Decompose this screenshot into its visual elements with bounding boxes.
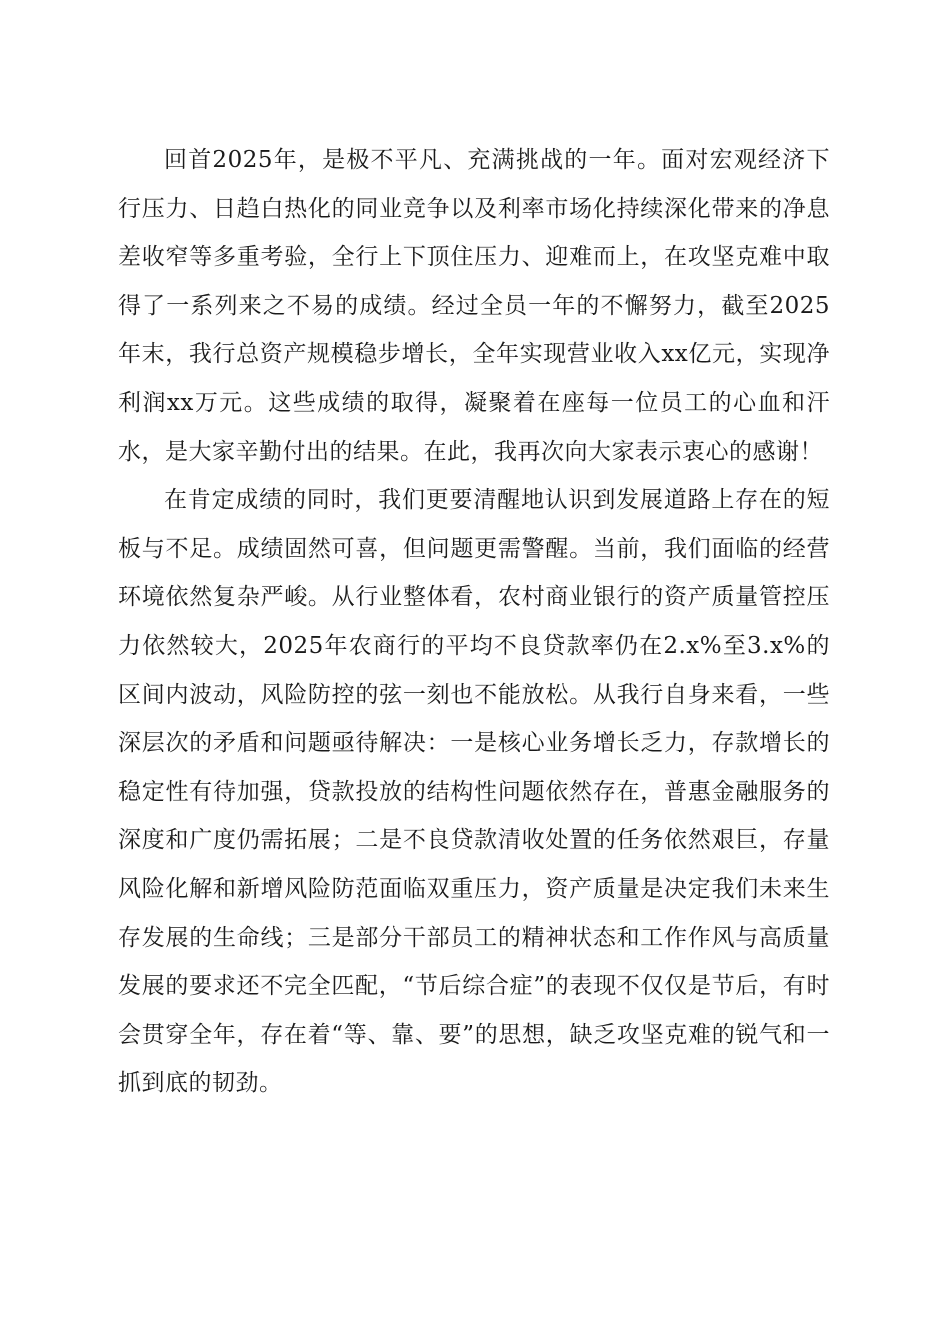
document-body — [118, 136, 830, 1108]
paragraph-achievements: 回首2025年，是极不平凡、充满挑战的一年。面对宏观经济下行压力、日趋白热化的同业竞争以及利率市场化持续深化带来的净息差收窄等多重考验，全行上下顶住压力、迎难而上，在攻坚克难中取得了一系列来之不易的成绩。经过全员一年的不懈努力，截至2025年末，我行总资产规模稳步增长，全年实现营业收入xx亿元，实现净利润xx万元。这些成绩的取得，凝聚着在座每一位员工的心血和汗水，是大家辛勤付出的结果。在此，我再次向大家表示衷心的感谢！ — [118, 147, 830, 465]
paragraph-challenges: 在肯定成绩的同时，我们更要清醒地认识到发展道路上存在的短板与不足。成绩固然可喜，但问题更需警醒。当前，我们面临的经营环境依然复杂严峻。从行业整体看，农村商业银行的资产质量管控压力依然较大，2025年农商行的平均不良贷款率仍在2.x%至3.x%的区间内波动，风险防控的弦一刻也不能放松。从我行自身来看，一些深层次的矛盾和问题亟待解决：一是核心业务增长乏力，存款增长的稳定性有待加强，贷款投放的结构性问题依然存在，普惠金融服务的深度和广度仍需拓展；二是不良贷款清收处置的任务依然艰巨，存量风险化解和新增风险防范面临双重压力，资产质量是决定我们未来生存发展的生命线；三是部分干部员工的精神状态和工作作风与高质量发展的要求还不完全匹配，“节后综合症”的表现不仅仅是节后，有时会贯穿全年，存在着“等、靠、要”的思想，缺乏攻坚克难的锐气和一抓到底的韧劲。 — [118, 487, 830, 1097]
